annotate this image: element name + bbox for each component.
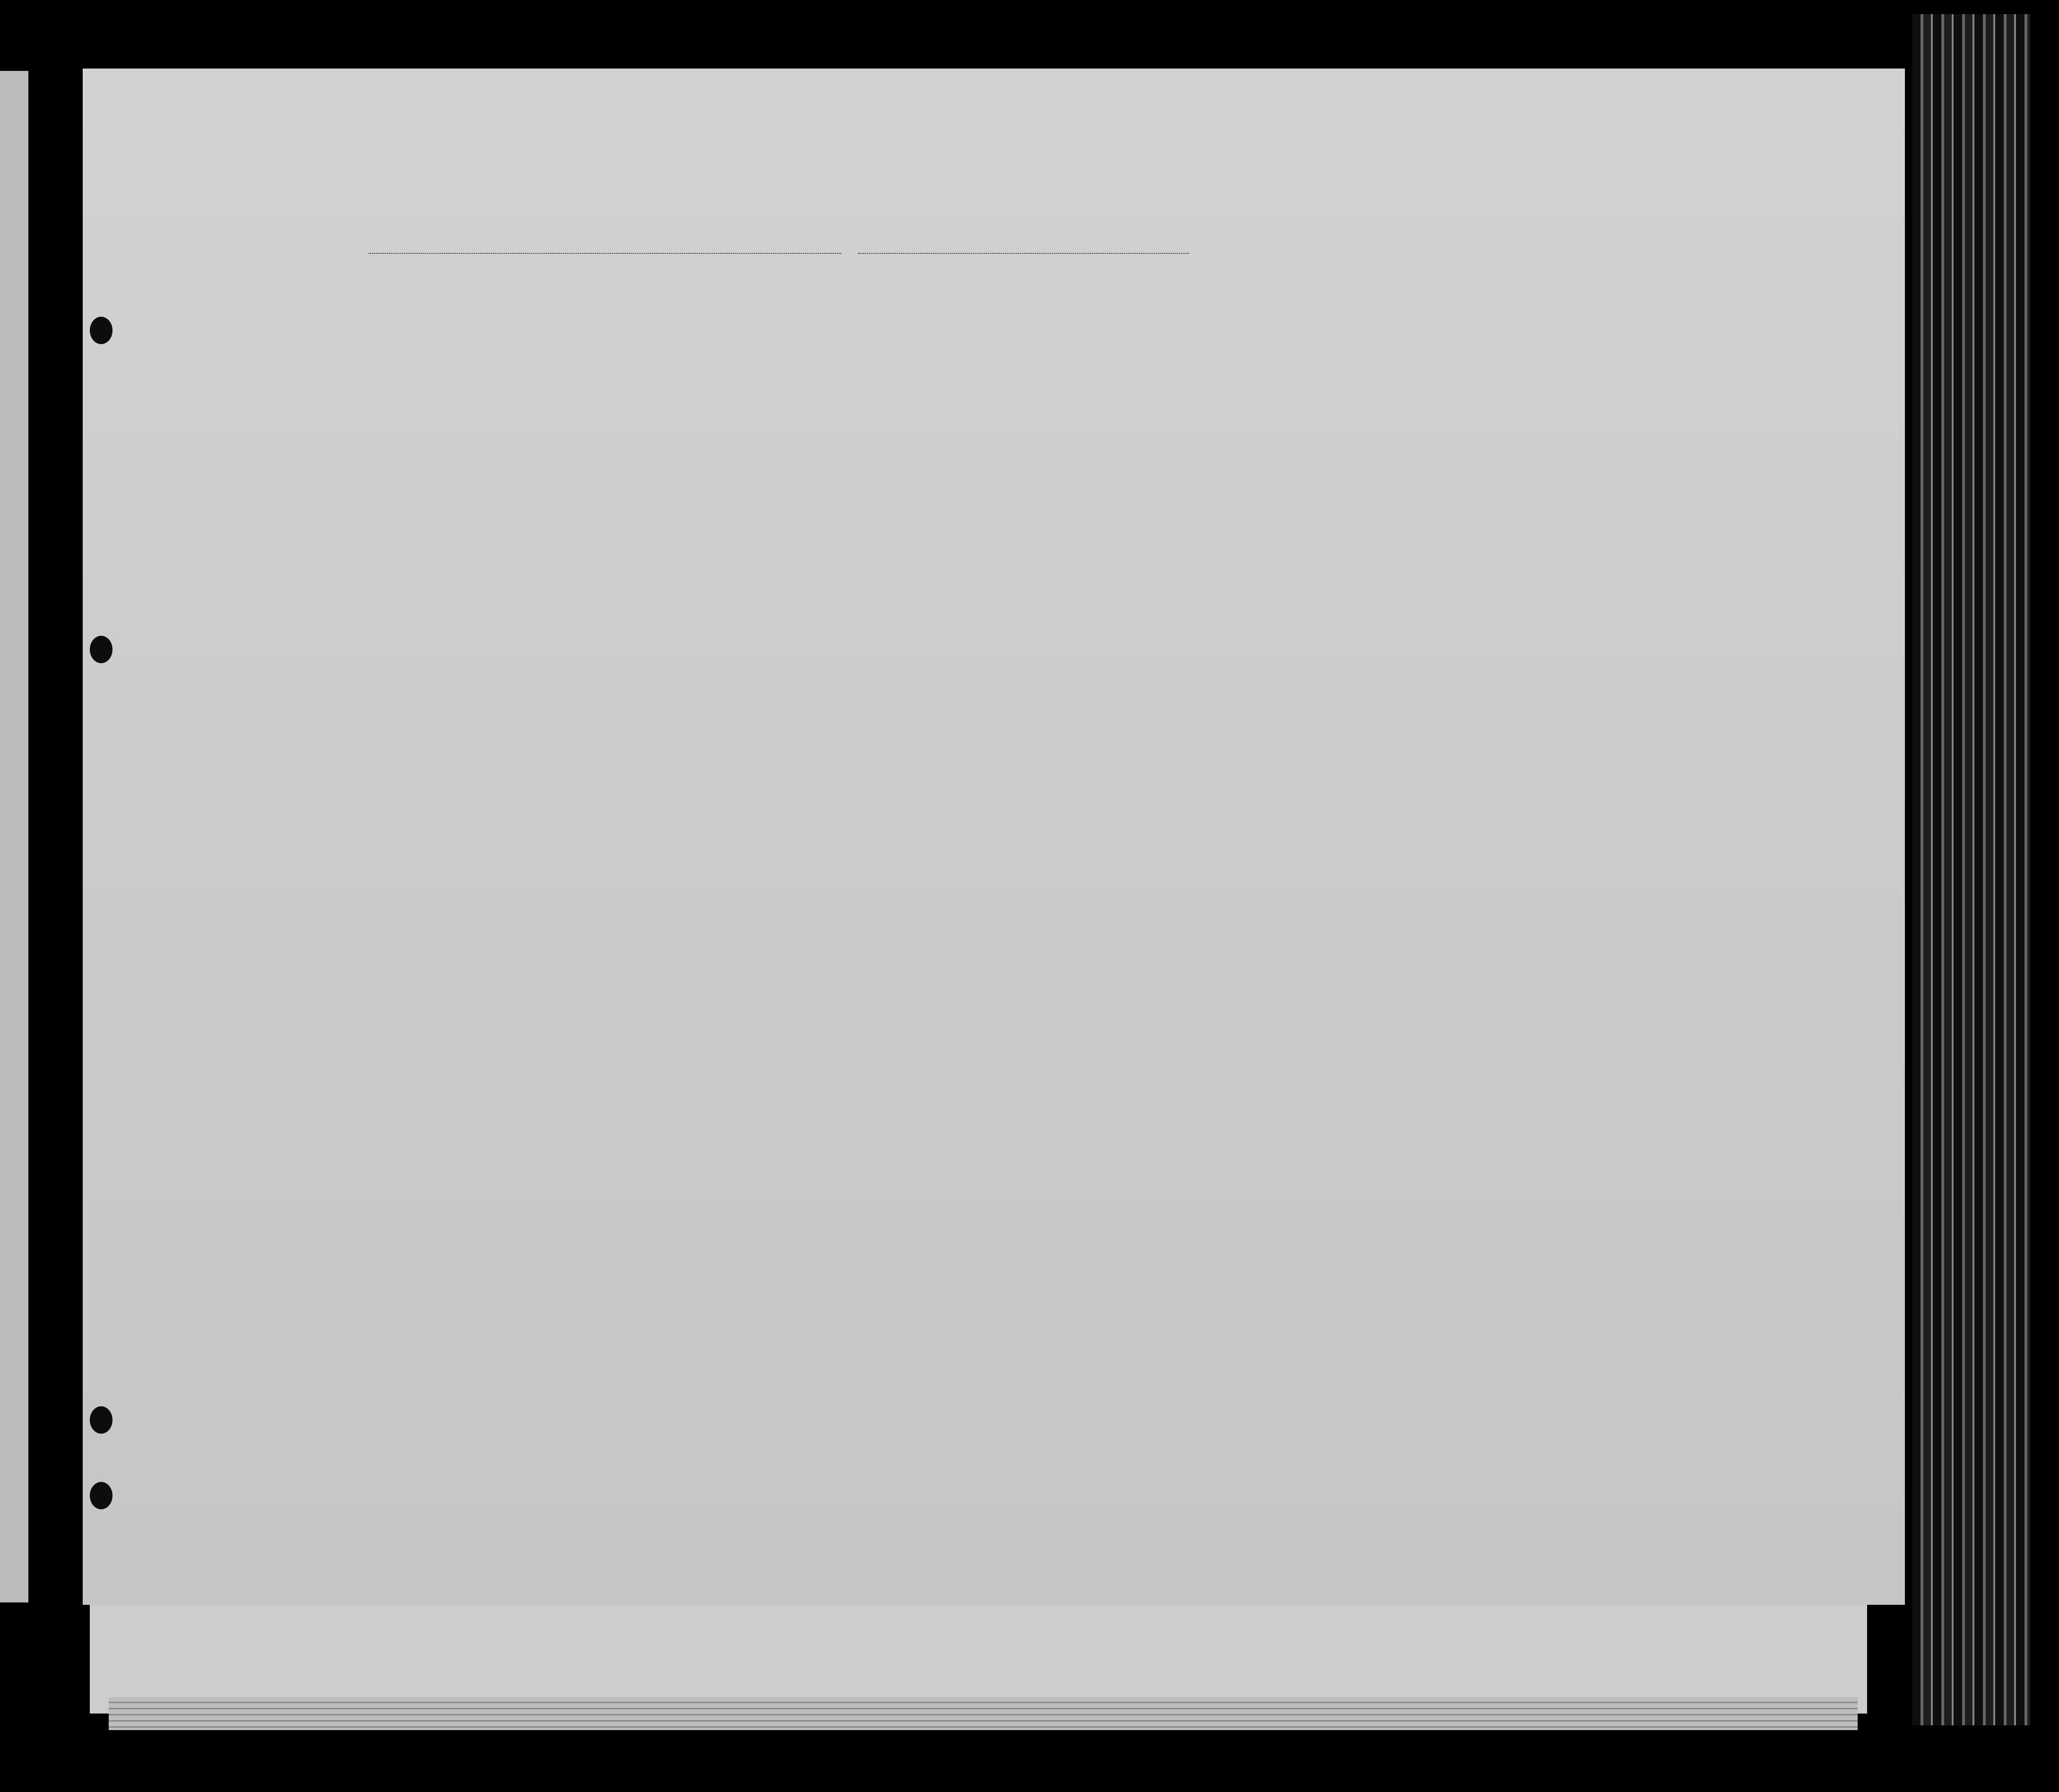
hdr-24c [1229, 317, 1248, 411]
hdr-25 [1263, 307, 1282, 421]
hdr-19 [593, 307, 607, 421]
hdr-27 [1322, 307, 1334, 421]
hdr-26 [1295, 307, 1307, 421]
hdr-30 [1439, 307, 1453, 421]
hdr-33-feet [1589, 392, 1603, 425]
hdr-24b [1163, 317, 1182, 411]
hdr-33-inches [1609, 383, 1623, 425]
hdr-24a [1123, 317, 1151, 411]
hdr-21 [715, 307, 729, 421]
hdr-28 [1357, 307, 1380, 421]
hdr-29 [1396, 307, 1419, 421]
